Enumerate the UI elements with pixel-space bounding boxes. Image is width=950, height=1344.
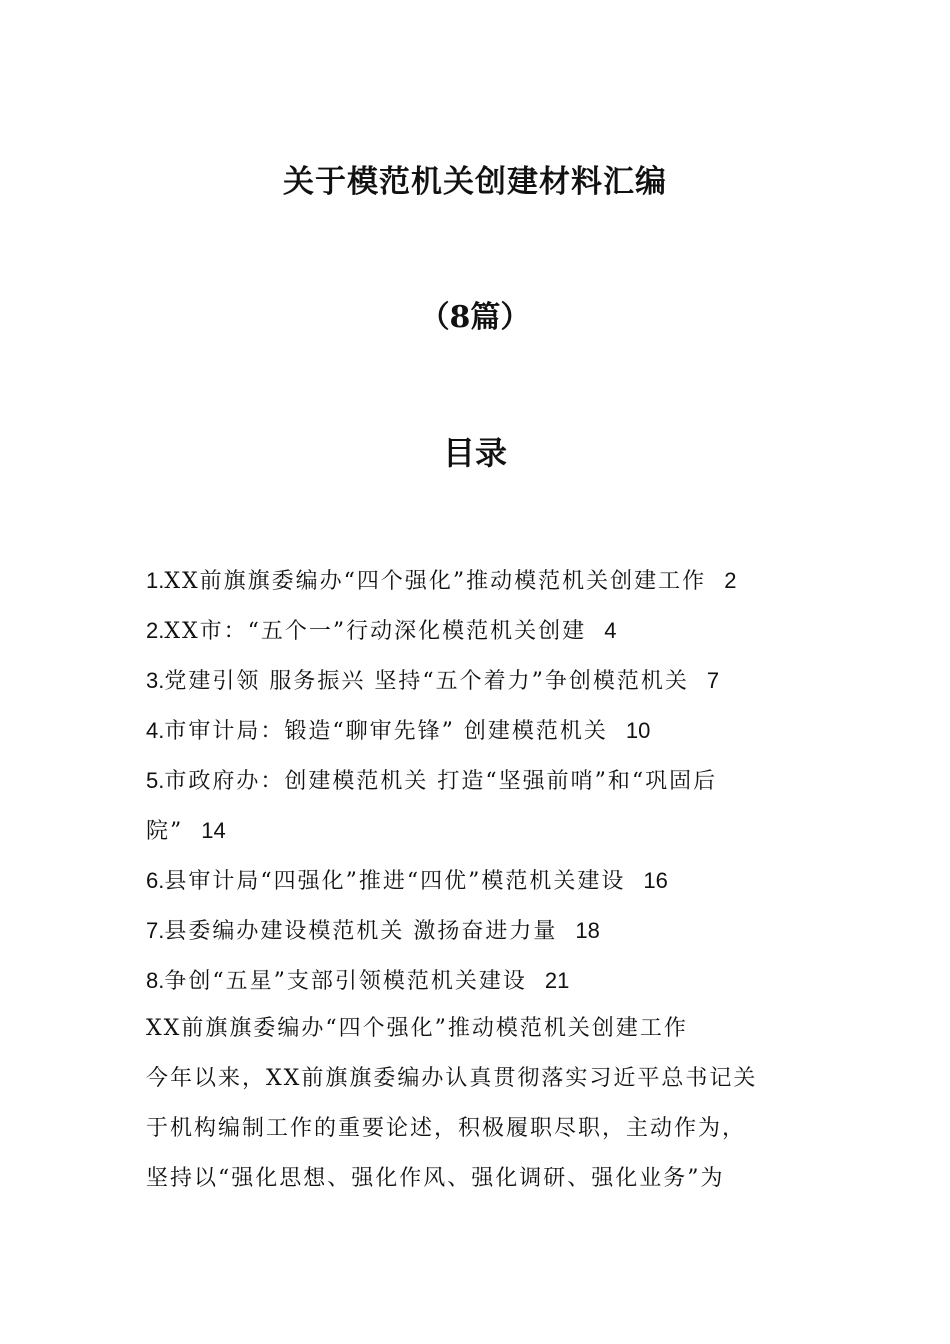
toc-entry-page: 7 [706, 668, 720, 693]
toc-entry-text: 县审计局“四强化”推进“四优”模范机关建设 [164, 869, 626, 894]
toc-entry-text: 县委编办建设模范机关 激扬奋进力量 [164, 919, 558, 944]
table-of-contents [146, 562, 816, 1012]
toc-entry-page: 4 [604, 618, 617, 643]
toc-entry-text: 市政府办：创建模范机关 打造“坚强前哨”和“巩固后 [164, 769, 718, 794]
toc-entry-number: 1. [146, 568, 165, 593]
toc-entry-7[interactable] [146, 912, 816, 962]
toc-entry-1[interactable] [146, 562, 816, 612]
toc-entry-number: 3. [146, 668, 165, 693]
article-body [146, 1010, 816, 1210]
document-subtitle: （8篇） [419, 300, 531, 335]
toc-entry-8[interactable] [146, 962, 816, 1012]
toc-entry-page: 14 [201, 818, 226, 843]
article-paragraph-line: 坚持以“强化思想、强化作风、强化调研、强化业务”为 [146, 1166, 725, 1191]
toc-entry-page: 10 [625, 718, 651, 743]
document-title: 关于模范机关创建材料汇编 [283, 164, 667, 200]
toc-entry-page: 18 [575, 918, 600, 943]
toc-entry-number: 2. [146, 618, 165, 643]
toc-entry-number: 5. [146, 768, 165, 793]
toc-entry-3[interactable] [146, 662, 816, 712]
toc-entry-number: 4. [146, 718, 165, 743]
toc-entry-number: 8. [146, 968, 165, 993]
toc-entry-text: 院” [146, 819, 184, 844]
article-paragraph-line: 今年以来，XX前旗旗委编办认真贯彻落实习近平总书记关 [146, 1066, 758, 1091]
toc-entry-5[interactable] [146, 762, 816, 812]
toc-entry-text: XX市：“五个一”行动深化模范机关创建 [164, 619, 587, 644]
toc-entry-page: 16 [643, 868, 668, 893]
article-paragraph-line: 于机构编制工作的重要论述，积极履职尽职，主动作为， [146, 1116, 747, 1141]
toc-entry-number: 6. [146, 868, 165, 893]
toc-entry-text: 争创“五星”支部引领模范机关建设 [164, 969, 527, 994]
toc-entry-page: 2 [724, 568, 737, 593]
toc-entry-number: 7. [146, 918, 165, 943]
toc-entry-6[interactable] [146, 862, 816, 912]
toc-entry-text: 党建引领 服务振兴 坚持“五个着力”争创模范机关 [164, 669, 689, 694]
toc-entry-4[interactable] [146, 712, 816, 762]
toc-entry-5-continued[interactable] [146, 812, 816, 862]
toc-heading: 目录 [442, 434, 507, 472]
toc-entry-text: 市审计局：锻造“聊审先锋” 创建模范机关 [164, 719, 608, 744]
toc-entry-text: XX前旗旗委编办“四个强化”推动模范机关创建工作 [164, 569, 707, 594]
toc-entry-page: 21 [544, 968, 570, 993]
article-heading: XX前旗旗委编办“四个强化”推动模范机关创建工作 [146, 1016, 688, 1041]
toc-entry-2[interactable] [146, 612, 816, 662]
